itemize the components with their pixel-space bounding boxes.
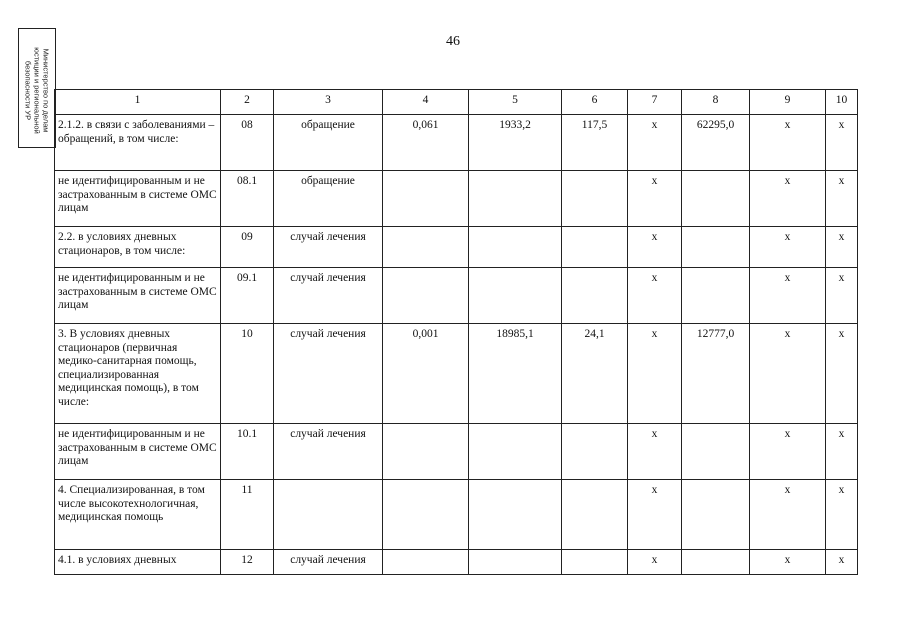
unit-cell: обращение <box>274 115 383 171</box>
stamp-line: безопасности УР <box>23 60 33 121</box>
table-cell <box>469 268 562 324</box>
unit-cell: случай лечения <box>274 227 383 268</box>
table-cell: x <box>628 171 682 227</box>
stamp-line: юстиции и региональной <box>32 47 42 134</box>
table-cell <box>469 424 562 480</box>
row-description: не идентифицированным и не застрахованным в системе ОМС лицам <box>55 424 221 480</box>
row-code: 10.1 <box>221 424 274 480</box>
column-header: 6 <box>562 90 628 115</box>
row-description: не идентифицированным и не застрахованным в системе ОМС лицам <box>55 171 221 227</box>
table-cell: x <box>826 424 858 480</box>
table-cell: x <box>750 227 826 268</box>
table-cell <box>469 171 562 227</box>
table-cell <box>383 227 469 268</box>
header-row <box>55 90 858 115</box>
table-cell: 18985,1 <box>469 324 562 424</box>
table-cell: x <box>628 550 682 575</box>
column-header: 2 <box>221 90 274 115</box>
row-code: 08 <box>221 115 274 171</box>
row-description: 4.1. в условиях дневных <box>55 550 221 575</box>
table-cell <box>562 227 628 268</box>
row-code: 12 <box>221 550 274 575</box>
column-header: 4 <box>383 90 469 115</box>
row-code: 11 <box>221 480 274 550</box>
row-description: не идентифицированным и не застрахованным в системе ОМС лицам <box>55 268 221 324</box>
table-cell <box>469 480 562 550</box>
table-cell <box>682 268 750 324</box>
row-code: 08.1 <box>221 171 274 227</box>
table-cell: x <box>750 268 826 324</box>
table-cell <box>383 424 469 480</box>
table-cell <box>469 227 562 268</box>
table-cell: 24,1 <box>562 324 628 424</box>
row-code: 09.1 <box>221 268 274 324</box>
page-number: 46 <box>446 34 460 49</box>
table-cell <box>682 171 750 227</box>
table-cell: 1933,2 <box>469 115 562 171</box>
unit-cell: случай лечения <box>274 268 383 324</box>
table-cell: 117,5 <box>562 115 628 171</box>
column-header: 8 <box>682 90 750 115</box>
table-cell: x <box>628 424 682 480</box>
table-cell: x <box>628 115 682 171</box>
table-cell: 12777,0 <box>682 324 750 424</box>
table-cell <box>383 550 469 575</box>
row-description: 3. В условиях дневных стационаров (первичная медико-санитарная помощь, специализированная медицинская помощь), в том числе: <box>55 324 221 424</box>
table-row <box>55 115 858 171</box>
stamp-text <box>24 31 51 151</box>
table-cell <box>562 171 628 227</box>
table-cell: x <box>750 171 826 227</box>
table-row <box>55 324 858 424</box>
unit-cell: случай лечения <box>274 424 383 480</box>
table-cell: x <box>826 550 858 575</box>
table-row <box>55 171 858 227</box>
table-cell <box>383 171 469 227</box>
column-header: 9 <box>750 90 826 115</box>
row-description: 2.2. в условиях дневных стационаров, в том числе: <box>55 227 221 268</box>
table-row <box>55 227 858 268</box>
table-cell <box>562 480 628 550</box>
table-cell <box>562 550 628 575</box>
table-cell: x <box>750 324 826 424</box>
row-description: 4. Специализированная, в том числе высокотехнологичная, медицинская помощь <box>55 480 221 550</box>
table-cell: x <box>628 480 682 550</box>
table-cell <box>682 424 750 480</box>
table-cell: x <box>750 480 826 550</box>
stamp-line: Министерство по делам <box>41 48 51 133</box>
row-description: 2.1.2. в связи с заболеваниями – обращений, в том числе: <box>55 115 221 171</box>
column-header: 3 <box>274 90 383 115</box>
table-cell: x <box>826 324 858 424</box>
unit-cell: обращение <box>274 171 383 227</box>
table-cell: x <box>826 171 858 227</box>
table-row <box>55 480 858 550</box>
table-cell <box>562 268 628 324</box>
table-cell: x <box>750 424 826 480</box>
table-cell: x <box>750 115 826 171</box>
table-cell: x <box>628 324 682 424</box>
table-cell: 62295,0 <box>682 115 750 171</box>
column-header: 1 <box>55 90 221 115</box>
table-cell <box>383 480 469 550</box>
table-cell: 0,001 <box>383 324 469 424</box>
unit-cell: случай лечения <box>274 550 383 575</box>
table-cell: x <box>628 268 682 324</box>
column-header: 5 <box>469 90 562 115</box>
table-cell: x <box>628 227 682 268</box>
table-cell: x <box>750 550 826 575</box>
table-cell: x <box>826 268 858 324</box>
column-header: 7 <box>628 90 682 115</box>
table-cell <box>469 550 562 575</box>
table-cell: x <box>826 115 858 171</box>
row-code: 10 <box>221 324 274 424</box>
table-cell: 0,061 <box>383 115 469 171</box>
table-cell <box>682 480 750 550</box>
row-code: 09 <box>221 227 274 268</box>
table-cell <box>562 424 628 480</box>
table-cell <box>682 550 750 575</box>
table-cell: x <box>826 227 858 268</box>
table-cell <box>682 227 750 268</box>
registration-stamp <box>18 28 56 148</box>
table-row <box>55 268 858 324</box>
table-row <box>55 424 858 480</box>
unit-cell: случай лечения <box>274 324 383 424</box>
table-cell: x <box>826 480 858 550</box>
unit-cell <box>274 480 383 550</box>
column-header: 10 <box>826 90 858 115</box>
data-table <box>54 89 858 575</box>
table-cell <box>383 268 469 324</box>
table-row <box>55 550 858 575</box>
